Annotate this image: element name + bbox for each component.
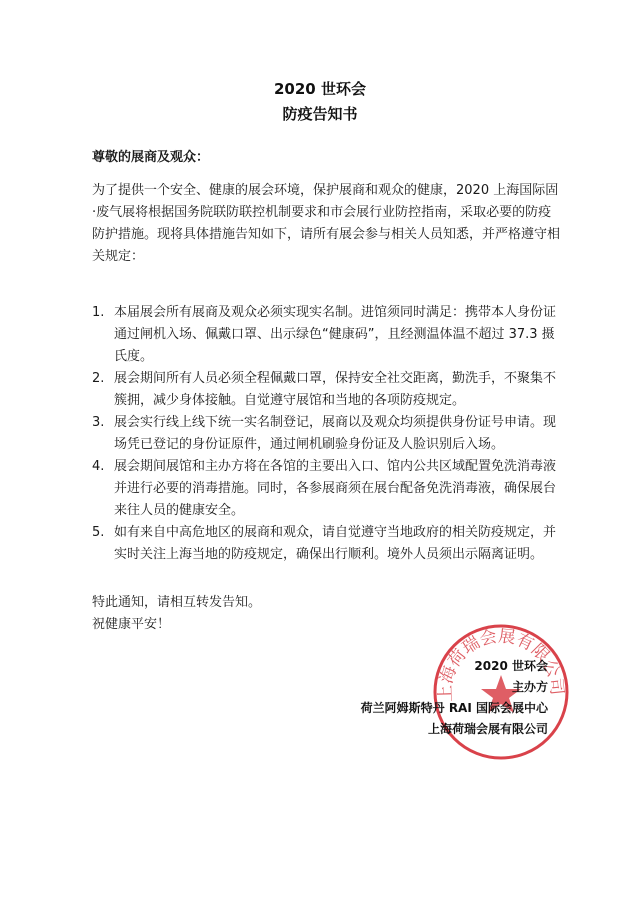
list-item — [92, 368, 560, 412]
intro-paragraph: 为了提供一个安全、健康的展会环境，保护展商和观众的健康，2020 上海国际固·废气展将根据国务院联防联控机制要求和市会展行业防控指南，采取必要的防疫防护措施。现将具体措施告知如下，请所有展会参与相关人员知悉，并严格遵守相关规定： — [92, 183, 561, 264]
signature-organizer-1: 荷兰阿姆斯特丹 RAI 国际会展中心 — [360, 701, 548, 715]
salutation: 尊敬的展商及观众： — [92, 150, 210, 165]
document-title: 防疫告知书 — [282, 105, 358, 123]
closing — [92, 592, 261, 636]
list-item — [92, 412, 560, 456]
list-item-number: 4. — [92, 459, 105, 474]
list-item — [92, 522, 560, 566]
list-item-number: 2. — [92, 371, 105, 386]
signature-block — [361, 656, 548, 740]
list-item-text: 展会实行线上线下统一实名制登记，展商以及观众均须提供身份证号申请。现场凭已登记的身份证原件，通过闸机刷验身份证及人脸识别后入场。 — [114, 415, 557, 452]
list-item-text: 展会期间展馆和主办方将在各馆的主要出入口、馆内公共区域配置免洗消毒液并进行必要的消毒措施。同时，各参展商须在展台配备免洗消毒液，确保展台来往人员的健康安全。 — [114, 459, 557, 518]
list-item-number: 3. — [92, 415, 105, 430]
signature-organizer-2: 上海荷瑞会展有限公司 — [427, 722, 548, 736]
list-item-text: 展会期间所有人员必须全程佩戴口罩，保持安全社交距离，勤洗手，不聚集不簇拥，减少身体接触。自觉遵守展馆和当地的各项防疫规定。 — [114, 371, 557, 408]
list-item-text: 本届展会所有展商及观众必须实现实名制。进馆须同时满足：携带本人身份证通过闸机入场、佩戴口罩、出示绿色“健康码”，且经测温体温不超过 37.3 摄氏度。 — [114, 305, 557, 364]
list-item — [92, 456, 560, 522]
signature-organizer-label: 主办方 — [511, 680, 548, 694]
list-item-number: 5. — [92, 525, 105, 540]
signature-event: 2020 世环会 — [474, 659, 548, 673]
closing-line-wishes: 祝健康平安！ — [92, 617, 171, 632]
seal-text: 上海荷瑞会展有限公司 — [435, 626, 567, 703]
closing-line-notice: 特此通知，请相互转发告知。 — [92, 595, 262, 610]
measures-list — [92, 302, 560, 566]
list-item-text: 如有来自中高危地区的展商和观众，请自觉遵守当地政府的相关防疫规定，并实时关注上海当地的防疫规定，确保出行顺利。境外人员须出示隔离证明。 — [114, 525, 557, 562]
list-item — [92, 302, 560, 368]
list-item-number: 1. — [92, 305, 105, 320]
document-title-year: 2020 世环会 — [274, 80, 366, 98]
